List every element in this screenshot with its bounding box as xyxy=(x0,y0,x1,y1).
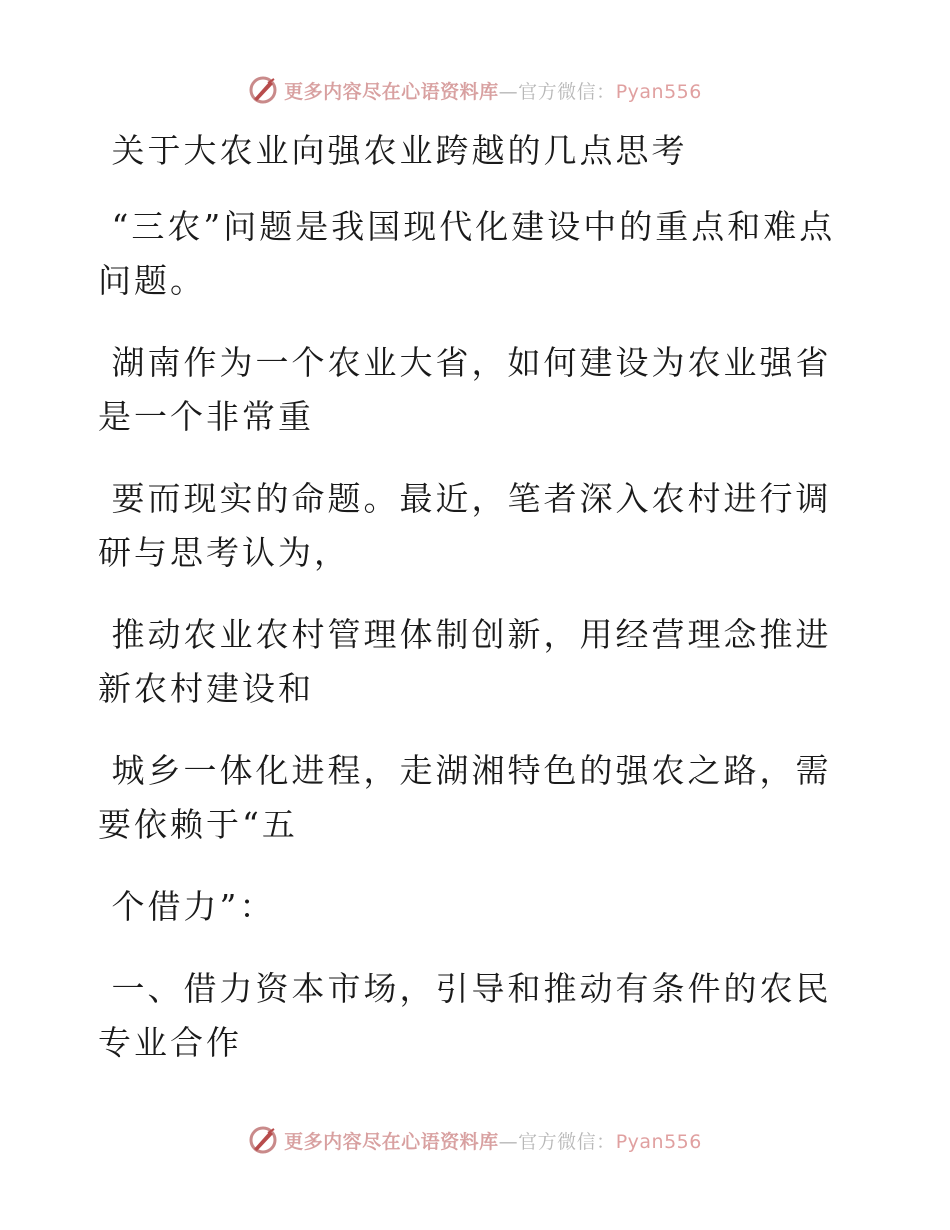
watermark-wechat-id: Pyan556 xyxy=(615,1130,702,1153)
paragraph: 一、借力资本市场，引导和推动有条件的农民专业合作 xyxy=(98,969,832,1062)
watermark-brand: 更多内容尽在心语资料库 xyxy=(284,1130,499,1153)
watermark-separator: —官方微信： xyxy=(498,1130,616,1153)
watermark-text xyxy=(284,77,702,104)
header-watermark xyxy=(0,70,950,110)
paragraph: 城乡一体化进程，走湖湘特色的强农之路，需要依赖于“五 xyxy=(98,751,832,844)
paragraph: 推动农业农村管理体制创新，用经营理念推进新农村建设和 xyxy=(98,615,832,708)
paragraph: 要而现实的命题。最近，笔者深入农村进行调研与思考认为， xyxy=(98,479,832,572)
quill-logo-icon xyxy=(248,75,278,105)
quill-logo-icon xyxy=(248,1125,278,1155)
document-body xyxy=(98,124,838,1098)
watermark-separator: —官方微信： xyxy=(498,80,616,103)
watermark-wechat-id: Pyan556 xyxy=(615,80,702,103)
paragraph: “三农”问题是我国现代化建设中的重点和难点问题。 xyxy=(98,207,836,300)
footer-watermark xyxy=(0,1120,950,1160)
document-title: 关于大农业向强农业跨越的几点思考 xyxy=(98,131,688,170)
watermark-brand: 更多内容尽在心语资料库 xyxy=(284,80,499,103)
paragraph: 湖南作为一个农业大省，如何建设为农业强省是一个非常重 xyxy=(98,343,832,436)
paragraph: 个借力”： xyxy=(98,887,276,926)
watermark-text xyxy=(284,1127,702,1154)
